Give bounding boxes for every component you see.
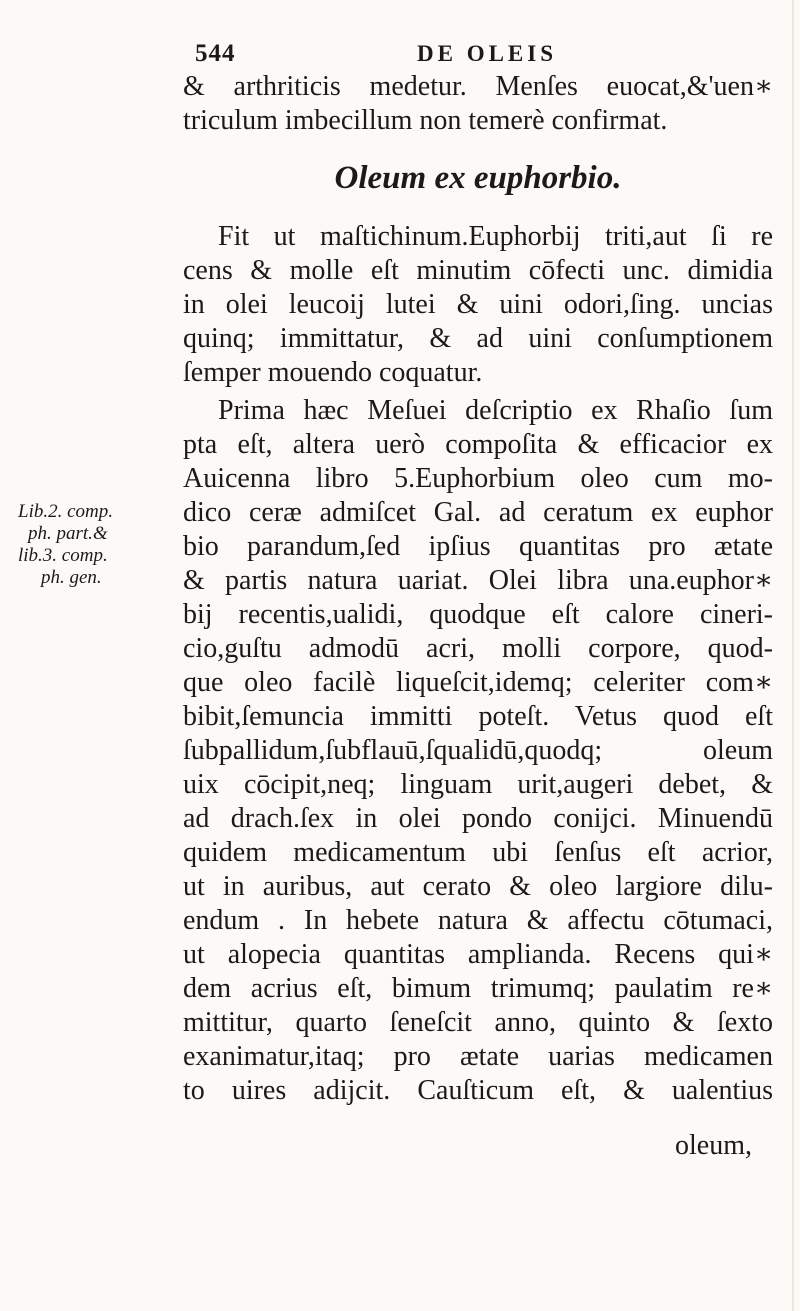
text-line: dico ceræ admiſcet Gal. ad ceratum ex euphor	[183, 497, 773, 528]
text-line: Fit ut maſtichinum.Euphorbij triti,aut ſi re	[218, 221, 773, 252]
text-line: que oleo facilè liqueſcit,idemq; celeriter com∗	[183, 667, 773, 698]
text-line: Prima hæc Meſuei deſcriptio ex Rhaſio ſum	[218, 395, 773, 426]
text-line: Auicenna libro 5.Euphorbium oleo cum mo-	[183, 463, 773, 494]
running-title: DE OLEIS	[417, 41, 558, 66]
page-edge	[792, 0, 794, 1311]
margin-note: lib.3. comp.	[18, 545, 108, 566]
text-line: ut alopecia quantitas amplianda. Recens qui∗	[183, 939, 773, 970]
margin-note: ph. gen.	[41, 567, 102, 588]
margin-note: ph. part.&	[28, 523, 108, 544]
text-line: cio,guſtu admodū acri, molli corpore, quod-	[183, 633, 773, 664]
catchword: oleum,	[675, 1130, 752, 1161]
text-line: bibit,ſemuncia immitti poteſt. Vetus quod eſt	[183, 701, 773, 732]
text-line: exanimatur,itaq; pro ætate uarias medicamen	[183, 1041, 773, 1072]
text-line: ut in auribus, aut cerato & oleo largiore dilu-	[183, 871, 773, 902]
text-line: ad drach.ſex in olei pondo conijci. Minuendū	[183, 803, 773, 834]
margin-note: Lib.2. comp.	[18, 501, 113, 522]
text-line: quidem medicamentum ubi ſenſus eſt acrior,	[183, 837, 773, 868]
text-line: mittitur, quarto ſeneſcit anno, quinto & ſexto	[183, 1007, 773, 1038]
text-line: ſubpallidum,ſubflauū,ſqualidū,quodq; oleum	[183, 735, 773, 766]
text-line: ſemper mouendo coquatur.	[183, 357, 483, 388]
text-line: triculum imbecillum non temerè confirmat.	[183, 105, 668, 136]
text-line: cens & molle eſt minutim cōfecti unc. dimidia	[183, 255, 773, 286]
text-line: to uires adijcit. Cauſticum eſt, & ualentius	[183, 1075, 773, 1106]
text-line: uix cōcipit,neq; linguam urit,augeri debet, &	[183, 769, 773, 800]
page-number: 544	[195, 40, 236, 67]
text-line: bio parandum,ſed ipſius quantitas pro ætate	[183, 531, 773, 562]
text-line: endum . In hebete natura & affectu cōtumaci,	[183, 905, 773, 936]
body-text	[183, 70, 773, 1108]
text-line: dem acrius eſt, bimum trimumq; paulatim re∗	[183, 973, 773, 1004]
text-line: & partis natura uariat. Olei libra una.euphor∗	[183, 565, 773, 596]
text-line: in olei leucoij lutei & uini odori,ſing. uncias	[183, 289, 773, 320]
section-heading: Oleum ex euphorbio.	[334, 160, 622, 196]
text-line: pta eſt, altera uerò compoſita & efficacior ex	[183, 429, 773, 460]
text-line: bij recentis,ualidi, quodque eſt calore cineri-	[183, 599, 773, 630]
text-line: quinq; immittatur, & ad uini conſumptionem	[183, 323, 773, 354]
margin-notes	[18, 501, 183, 589]
text-line: & arthriticis medetur. Menſes euocat,&'uen∗	[183, 71, 773, 102]
running-head	[195, 40, 755, 70]
